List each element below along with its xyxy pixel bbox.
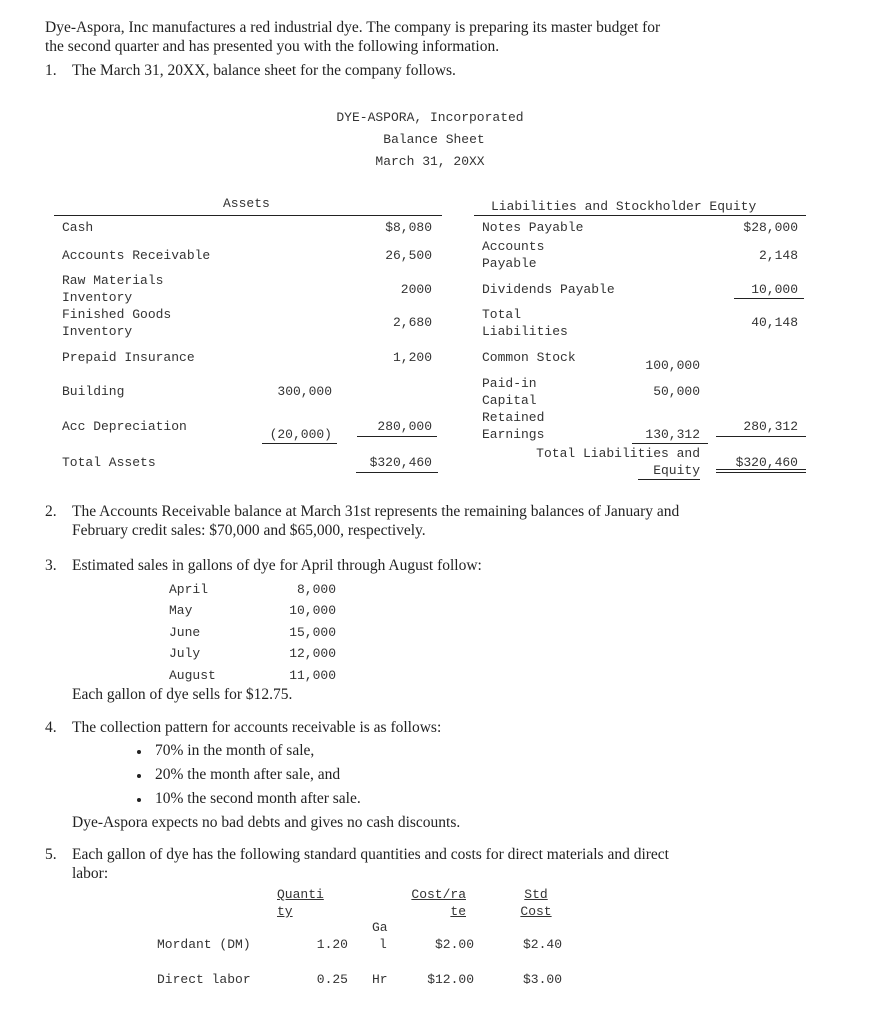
assets-header-rule <box>54 215 442 216</box>
rate-header-2: te <box>450 904 466 919</box>
common-label: Common Stock <box>482 350 576 365</box>
notes-label: Notes Payable <box>482 220 584 235</box>
item3-text: Estimated sales in gallons of dye for April through August follow: <box>72 557 482 574</box>
retained-rule <box>632 443 708 444</box>
paid-in-value: 50,000 <box>653 384 700 399</box>
bullet-icon <box>137 798 141 802</box>
paid-in-label-2: Capital <box>482 393 537 408</box>
equity-total-value: 280,312 <box>743 419 798 434</box>
cost-row-qty: 0.25 <box>316 972 348 987</box>
cost-row-qty: 1.20 <box>316 937 348 952</box>
sales-gallons: 10,000 <box>289 603 336 618</box>
bs-title: Balance Sheet <box>383 132 485 147</box>
item1-number: 1. <box>45 62 57 79</box>
collection-bullet: 10% the second month after sale. <box>155 790 361 807</box>
total-le-double-rule <box>716 469 806 473</box>
total-liab-value: 40,148 <box>751 315 798 330</box>
prepaid-label: Prepaid Insurance <box>62 350 195 365</box>
total-assets-label: Total Assets <box>62 455 156 470</box>
std-header-2: Cost <box>520 904 552 919</box>
total-le-value: $320,460 <box>735 455 798 470</box>
sales-gallons: 12,000 <box>289 646 336 661</box>
item5-number: 5. <box>45 846 57 863</box>
net-building-value: 280,000 <box>377 419 432 434</box>
retained-label-2: Earnings <box>482 427 545 442</box>
total-assets-value: $320,460 <box>369 455 432 470</box>
cost-row-unit-1: Hr <box>372 972 388 987</box>
cost-row-std: $3.00 <box>522 972 562 987</box>
bs-company: DYE-ASPORA, Incorporated <box>336 110 524 125</box>
cost-row-rate: $12.00 <box>427 972 474 987</box>
ap-label-1: Accounts <box>482 239 545 254</box>
dividends-value: 10,000 <box>751 282 798 297</box>
item2-number: 2. <box>45 503 57 520</box>
building-label: Building <box>62 384 125 399</box>
item2-line-2: February credit sales: $70,000 and $65,000, respectively. <box>72 522 426 539</box>
intro-line-1: Dye-Aspora, Inc manufactures a red industrial dye. The company is preparing its master budget for <box>45 19 661 36</box>
item3-number: 3. <box>45 557 57 574</box>
cash-label: Cash <box>62 220 94 235</box>
dividends-label: Dividends Payable <box>482 282 615 297</box>
sales-gallons: 15,000 <box>289 625 336 640</box>
total-assets-rule <box>356 472 438 473</box>
item5-line-1: Each gallon of dye has the following standard quantities and costs for direct materials and direct <box>72 846 669 863</box>
ar-label: Accounts Receivable <box>62 248 211 263</box>
retained-label-1: Retained <box>482 410 545 425</box>
liabilities-header: Liabilities and Stockholder Equity <box>491 199 757 214</box>
collection-bullet: 70% in the month of sale, <box>155 742 315 759</box>
equity-total-rule <box>716 436 806 437</box>
ap-label-2: Payable <box>482 256 537 271</box>
item4-number: 4. <box>45 719 57 736</box>
acc-dep-rule <box>262 443 337 444</box>
item2-line-1: The Accounts Receivable balance at March 31st represents the remaining balances of January and <box>72 503 680 520</box>
price-note: Each gallon of dye sells for $12.75. <box>72 686 293 703</box>
sales-month: August <box>169 668 216 683</box>
dividends-rule <box>734 298 804 299</box>
rate-header-1: Cost/ra <box>411 887 466 902</box>
cost-row-std: $2.40 <box>522 937 562 952</box>
sales-month: April <box>169 582 209 597</box>
total-le-label-2: Equity <box>653 463 700 478</box>
notes-value: $28,000 <box>743 220 798 235</box>
bullet-icon <box>137 750 141 754</box>
ar-value: 26,500 <box>385 248 432 263</box>
cost-row-label: Direct labor <box>157 972 251 987</box>
sales-month: July <box>169 646 201 661</box>
liab-header-rule <box>474 215 806 216</box>
bullet-icon <box>137 774 141 778</box>
cost-row-rate: $2.00 <box>434 937 474 952</box>
collection-bullet: 20% the month after sale, and <box>155 766 341 783</box>
cash-value: $8,080 <box>385 220 432 235</box>
bad-debt-note: Dye-Aspora expects no bad debts and gives no cash discounts. <box>72 814 461 831</box>
sales-month: June <box>169 625 201 640</box>
std-header-1: Std <box>524 887 548 902</box>
total-liab-label-1: Total <box>482 307 522 322</box>
item4-text: The collection pattern for accounts receivable is as follows: <box>72 719 442 736</box>
cost-row-label: Mordant (DM) <box>157 937 251 952</box>
raw-label-2: Inventory <box>62 290 133 305</box>
item5-line-2: labor: <box>72 865 109 882</box>
fg-value: 2,680 <box>392 315 432 330</box>
sales-gallons: 11,000 <box>289 668 336 683</box>
qty-header-2: ty <box>277 904 293 919</box>
total-le-label-1: Total Liabilities and <box>536 446 700 461</box>
acc-dep-value: (20,000) <box>269 427 332 442</box>
cost-row-unit-2: l <box>379 937 387 952</box>
paid-in-label-1: Paid-in <box>482 376 537 391</box>
cost-row-unit-1: Ga <box>372 920 388 935</box>
qty-header-1: Quanti <box>277 887 324 902</box>
bs-date: March 31, 20XX <box>375 154 485 169</box>
assets-header: Assets <box>223 196 270 211</box>
sales-gallons: 8,000 <box>296 582 336 597</box>
acc-dep-label: Acc Depreciation <box>62 419 187 434</box>
total-le-label-rule <box>638 479 700 480</box>
item1-text: The March 31, 20XX, balance sheet for the company follows. <box>72 62 456 79</box>
ap-value: 2,148 <box>758 248 798 263</box>
fg-label-2: Inventory <box>62 324 133 339</box>
raw-value: 2000 <box>400 282 432 297</box>
retained-value: 130,312 <box>645 427 700 442</box>
building-value: 300,000 <box>277 384 332 399</box>
raw-label-1: Raw Materials <box>62 273 164 288</box>
common-value: 100,000 <box>645 358 700 373</box>
fg-label-1: Finished Goods <box>62 307 172 322</box>
sales-month: May <box>169 603 193 618</box>
intro-line-2: the second quarter and has presented you with the following information. <box>45 38 500 55</box>
total-liab-label-2: Liabilities <box>482 324 568 339</box>
prepaid-value: 1,200 <box>392 350 432 365</box>
net-building-rule <box>357 436 437 437</box>
